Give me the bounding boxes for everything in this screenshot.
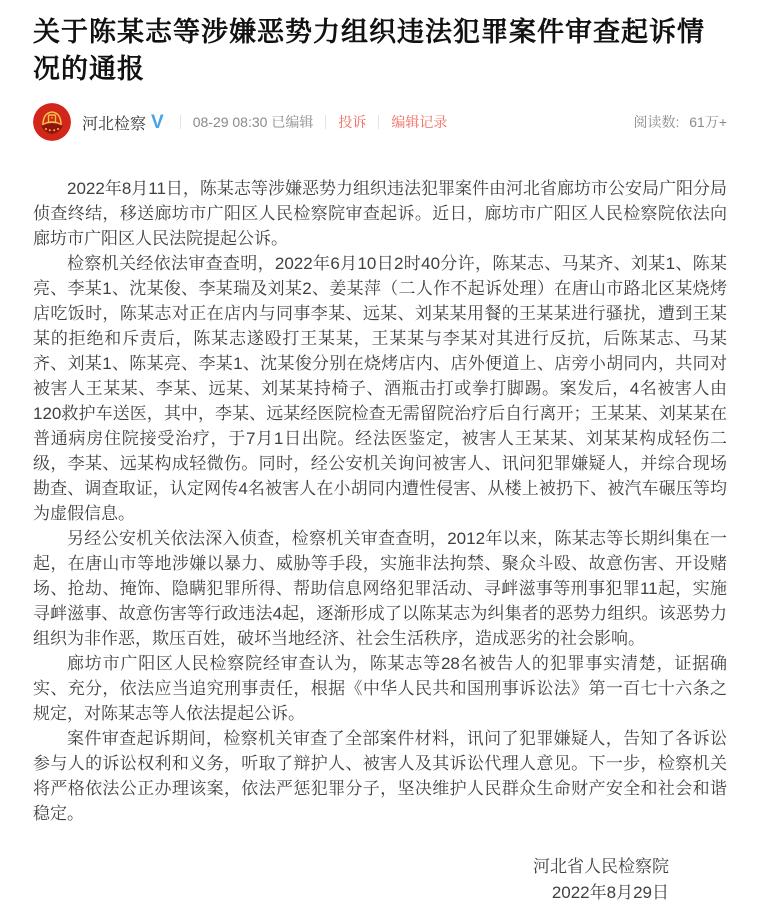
read-count-value: 61万+ [689,114,727,130]
read-count-label: 阅读数: [633,114,680,130]
signature-organization: 河北省人民检察院 [533,857,669,876]
read-count [633,112,727,132]
header-divider [325,115,326,129]
article-paragraph: 另经公安机关依法深入侦查，检察机关审查查明，2012年以来，陈某志等长期纠集在一起，在唐山市等地涉嫌以暴力、威胁等手段，实施非法拘禁、聚众斗殴、故意伤害、开设赌场、抢劫、掩饰、隐瞒犯罪所得、帮助信息网络犯罪活动、寻衅滋事等刑事犯罪11起，实施寻衅滋事、故意伤害等行政违法4起，逐渐形成了以陈某志为纠集者的恶势力组织。该恶势力组织为非作恶，欺压百姓，破坏当地经济、社会生活秩序，造成恶劣的社会影响。 [33,529,727,648]
article-paragraph: 2022年8月11日，陈某志等涉嫌恶势力组织违法犯罪案件由河北省廊坊市公安局广阳分局侦查终结，移送廊坊市广阳区人民检察院审查起诉。近日，廊坊市广阳区人民检察院依法向廊坊市广阳区人民法院提起公诉。 [33,179,727,248]
signature-date: 2022年8月29日 [551,883,669,902]
verified-v-badge-icon: V [151,111,164,133]
article-signature [33,854,727,906]
edit-timestamp: 08-29 08:30 已编辑 [192,114,314,130]
page-title: 关于陈某志等涉嫌恶势力组织违法犯罪案件审查起诉情况的通报 [33,17,705,84]
article-paragraph: 廊坊市广阳区人民检察院经审查认为，陈某志等28名被告人的犯罪事实清楚，证据确实、充分，依法应当追究刑事责任，根据《中华人民共和国刑事诉讼法》第一百七十六条之规定，对陈某志等人依法提起公诉。 [33,654,727,723]
header-divider [378,115,379,129]
article-body [33,176,727,826]
publisher-account-name[interactable]: 河北检察 [82,115,147,133]
article-paragraph: 检察机关经依法审查查明，2022年6月10日2时40分许，陈某志、马某齐、刘某1、陈某亮、李某1、沈某俊、李某瑞及刘某2、姜某萍（二人作不起诉处理）在唐山市路北区某烧烤店吃饭时，陈某志对正在店内与同事李某、远某、刘某某用餐的王某某进行骚扰，遭到王某某的拒绝和斥责后，陈某志遂殴打王某某，王某某与李某对其进行反抗，后陈某志、马某齐、刘某1、陈某亮、李某1、沈某俊分别在烧烤店内、店外便道上、店旁小胡同内，共同对被害人王某某、李某、远某、刘某某持椅子、酒瓶击打或拳打脚踢。案发后，4名被害人由120救护车送医，其中，李某、远某经医院检查无需留院治疗后自行离开；王某某、刘某某在普通病房住院接受治疗，于7月1日出院。经法医鉴定，被害人王某某、刘某某构成轻伤二级，李某、远某构成轻微伤。同时，经公安机关询问被害人、讯问犯罪嫌疑人，并综合现场勘查、调查取证，认定网传4名被害人在小胡同内遭性侵害、从楼上被扔下、被汽车碾压等均为虚假信息。 [33,254,727,523]
publisher-header [33,102,727,142]
article-paragraph: 案件审查起诉期间，检察机关审查了全部案件材料，讯问了犯罪嫌疑人，告知了各诉讼参与人的诉讼权利和义务，听取了辩护人、被害人及其诉讼代理人意见。下一步，检察机关将严格依法公正办理该案，依法严惩犯罪分子，坚决维护人民群众生命财产安全和社会和谐稳定。 [33,729,727,823]
header-divider [180,115,181,129]
complaint-link[interactable]: 投诉 [338,114,367,130]
edit-history-link[interactable]: 编辑记录 [391,114,448,130]
publisher-avatar-icon[interactable] [33,103,71,141]
